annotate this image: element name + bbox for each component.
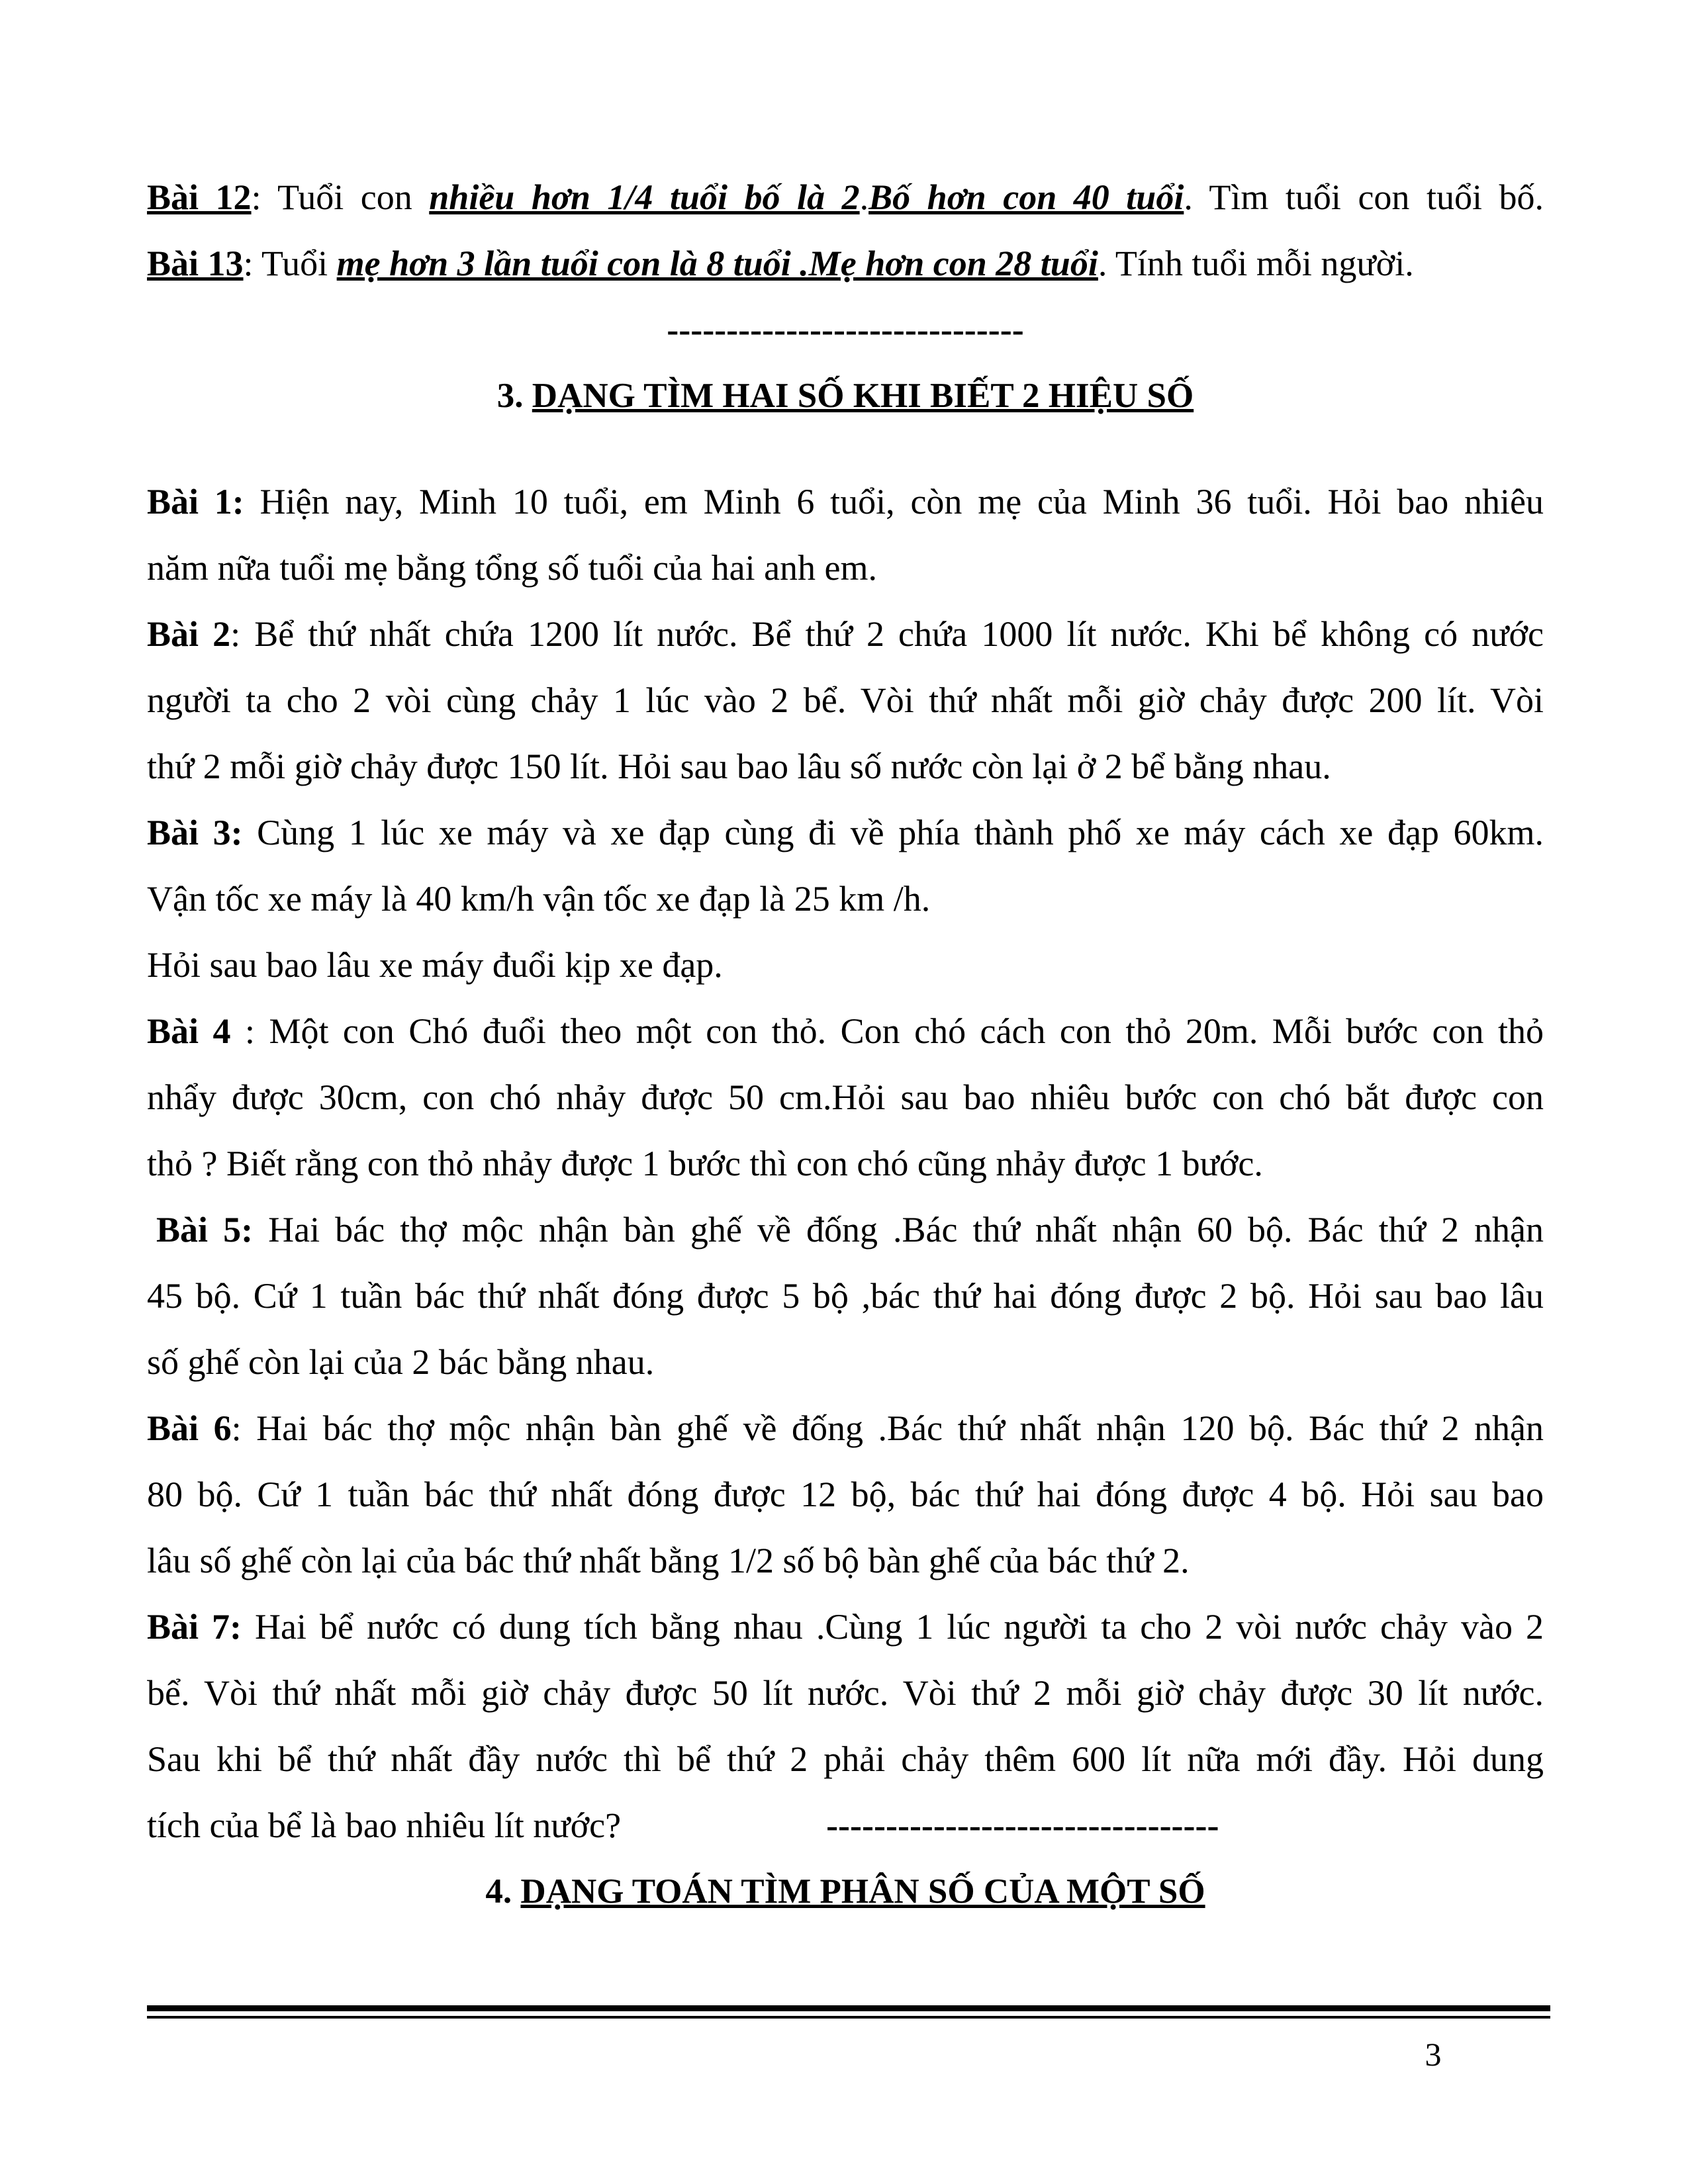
separator: ------------------------------ (667, 310, 1024, 349)
problem-7: Bài 7: Hai bể nước có dung tích bằng nhau .Cùng 1 lúc người ta cho 2 vòi nước chảy vào 2 (147, 1607, 1544, 1647)
problem-label: Bài 13 (147, 244, 244, 283)
text-line: thỏ ? Biết rằng con thỏ nhảy được 1 bước thì con chó cũng nhảy được 1 bước. (147, 1144, 1263, 1183)
problem-5: Bài 5: Hai bác thợ mộc nhận bàn ghế về đống .Bác thứ nhất nhận 60 bộ. Bác thứ 2 nhận (156, 1210, 1544, 1250)
separator: --------------------------------- (826, 1805, 1219, 1845)
text-line: năm nữa tuổi mẹ bằng tổng số tuổi của hai anh em. (147, 548, 878, 588)
problem-label: Bài 7: (147, 1607, 242, 1647)
page-number: 3 (1425, 2036, 1442, 2073)
text-line: thứ 2 mỗi giờ chảy được 150 lít. Hỏi sau bao lâu số nước còn lại ở 2 bể bằng nhau. (147, 747, 1331, 786)
problem-13: Bài 13: Tuổi mẹ hơn 3 lần tuổi con là 8 tuổi .Mẹ hơn con 28 tuổi. Tính tuổi mỗi người. (147, 244, 1414, 283)
text-line: bể. Vòi thứ nhất mỗi giờ chảy được 50 lít nước. Vòi thứ 2 mỗi giờ chảy được 30 lít nước. (147, 1673, 1544, 1713)
problem-label: Bài 1: (147, 482, 244, 522)
problem-3: Bài 3: Cùng 1 lúc xe máy và xe đạp cùng đi về phía thành phố xe máy cách xe đạp 60km. (147, 813, 1544, 852)
problem-4: Bài 4 : Một con Chó đuổi theo một con thỏ. Con chó cách con thỏ 20m. Mỗi bước con thỏ (147, 1011, 1544, 1051)
text-line: người ta cho 2 vòi cùng chảy 1 lúc vào 2 bể. Vòi thứ nhất mỗi giờ chảy được 200 lít. Vòi (147, 680, 1544, 720)
text-line: 45 bộ. Cứ 1 tuần bác thứ nhất đóng được 5 bộ ,bác thứ hai đóng được 2 bộ. Hỏi sau bao lâu (147, 1276, 1544, 1316)
problem-label: Bài 6 (147, 1408, 232, 1448)
text-line: Hỏi sau bao lâu xe máy đuổi kịp xe đạp. (147, 945, 723, 985)
problem-label: Bài 2 (147, 614, 231, 654)
text-line: lâu số ghế còn lại của bác thứ nhất bằng 1/2 số bộ bàn ghế của bác thứ 2. (147, 1541, 1190, 1580)
problem-label: Bài 4 (147, 1011, 231, 1051)
text-line: 80 bộ. Cứ 1 tuần bác thứ nhất đóng được 12 bộ, bác thứ hai đóng được 4 bộ. Hỏi sau bao (147, 1475, 1544, 1514)
problem-1: Bài 1: Hiện nay, Minh 10 tuổi, em Minh 6 tuổi, còn mẹ của Minh 36 tuổi. Hỏi bao nhiêu (147, 482, 1544, 522)
text-line: nhẩy được 30cm, con chó nhảy được 50 cm.Hỏi sau bao nhiêu bước con chó bắt được con (147, 1077, 1544, 1117)
problem-2: Bài 2: Bể thứ nhất chứa 1200 lít nước. Bể thứ 2 chứa 1000 lít nước. Khi bể không có nước (147, 614, 1544, 654)
text-line: Vận tốc xe máy là 40 km/h vận tốc xe đạp là 25 km /h. (147, 879, 931, 919)
text-line: tích của bể là bao nhiêu lít nước? --------------------------------- (147, 1805, 1219, 1845)
section-3-heading: 3. DẠNG TÌM HAI SỐ KHI BIẾT 2 HIỆU SỐ (496, 377, 1194, 415)
text-line: Sau khi bể thứ nhất đầy nước thì bể thứ 2 phải chảy thêm 600 lít nữa mới đầy. Hỏi dung (147, 1739, 1544, 1779)
section-4-heading: 4. DẠNG TOÁN TÌM PHÂN SỐ CỦA MỘT SỐ (485, 1872, 1205, 1911)
problem-label: Bài 12 (147, 177, 252, 217)
footer-rule (147, 2005, 1550, 2019)
text-line: số ghế còn lại của 2 bác bằng nhau. (147, 1342, 655, 1382)
problem-6: Bài 6: Hai bác thợ mộc nhận bàn ghế về đống .Bác thứ nhất nhận 120 bộ. Bác thứ 2 nhận (147, 1408, 1544, 1448)
problem-label: Bài 5: (156, 1210, 254, 1250)
page-content (147, 164, 1544, 1925)
problem-label: Bài 3: (147, 813, 243, 852)
problem-12: Bài 12: Tuổi con nhiều hơn 1/4 tuổi bố là 2.Bố hơn con 40 tuổi. Tìm tuổi con tuổi bố. (147, 177, 1544, 217)
